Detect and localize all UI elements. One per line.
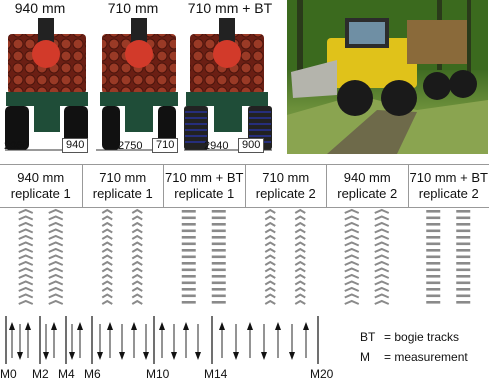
treatment-width-label: 710 mm — [99, 170, 147, 185]
measurement-label-M6: M6 — [84, 367, 101, 381]
track-pattern-2 — [102, 210, 142, 304]
dim-710bt-track: 900 — [238, 138, 264, 153]
arrow-down-icon — [119, 324, 125, 360]
treatment-header-1 — [0, 165, 82, 207]
treatment-replicate-label: replicate 1 — [174, 186, 235, 201]
treatment-replicate-label: replicate 2 — [255, 186, 316, 201]
measurement-label-M10: M10 — [146, 367, 170, 381]
treatment-header-5 — [326, 165, 408, 207]
treatment-header-3 — [163, 165, 245, 207]
treatment-width-label: 710 mm + BT — [165, 170, 244, 185]
treatment-replicate-label: replicate 1 — [92, 186, 153, 201]
treatment-replicate-label: replicate 1 — [10, 186, 71, 201]
treatment-width-label: 940 mm — [17, 170, 65, 185]
treatment-replicate-label: replicate 2 — [337, 186, 398, 201]
arrow-up-icon — [51, 322, 57, 358]
treatment-header-4 — [245, 165, 327, 207]
measurement-label-M14: M14 — [204, 367, 228, 381]
treatment-header-2 — [82, 165, 164, 207]
measurement-label-M2: M2 — [32, 367, 49, 381]
arrow-up-icon — [159, 322, 165, 358]
config-label-710: 710 mm — [107, 0, 159, 16]
legend-bt-abbr: BT — [360, 330, 376, 344]
legend-bt — [360, 330, 459, 344]
arrow-up-icon — [9, 322, 15, 358]
arrow-up-icon — [25, 322, 31, 358]
legend-m — [360, 350, 468, 364]
arrow-down-icon — [171, 324, 177, 360]
arrow-down-icon — [195, 324, 201, 360]
arrow-up-icon — [183, 322, 189, 358]
treatment-width-label: 940 mm — [343, 170, 391, 185]
treatment-header-row — [0, 164, 489, 208]
measurement-arrows — [0, 314, 330, 366]
measurement-label-M4: M4 — [58, 367, 75, 381]
track-pattern-5 — [345, 210, 389, 304]
config-label-940: 940 mm — [14, 0, 66, 16]
arrow-up-icon — [131, 322, 137, 358]
arrow-down-icon — [143, 324, 149, 360]
forwarder-940 — [5, 18, 88, 150]
arrow-down-icon — [17, 324, 23, 360]
arrow-up-icon — [303, 322, 309, 358]
track-pattern-3 — [182, 210, 226, 304]
config-label-710-bt: 710 mm + BT — [187, 0, 273, 16]
arrow-up-icon — [275, 322, 281, 358]
forwarder-710-bt — [184, 18, 272, 150]
measurement-label-M0: M0 — [0, 367, 17, 381]
legend-m-text: = measurement — [384, 350, 468, 364]
dim-710bt-total: 2940 — [204, 140, 229, 152]
forwarder-710 — [100, 18, 178, 150]
arrow-up-icon — [219, 322, 225, 358]
arrow-down-icon — [233, 324, 239, 360]
treatment-width-label: 710 mm — [262, 170, 310, 185]
legend-bt-text: = bogie tracks — [384, 330, 460, 344]
arrow-down-icon — [261, 324, 267, 360]
treatment-header-6 — [408, 165, 489, 207]
arrow-up-icon — [77, 322, 83, 358]
measurement-label-M20: M20 — [310, 367, 334, 381]
arrow-down-icon — [43, 324, 49, 360]
dim-710-track: 710 — [152, 138, 178, 153]
dim-710-total: 2750 — [118, 140, 143, 152]
arrow-down-icon — [289, 324, 295, 360]
arrow-up-icon — [107, 322, 113, 358]
treatment-replicate-label: replicate 2 — [418, 186, 479, 201]
arrow-down-icon — [69, 324, 75, 360]
treatment-width-label: 710 mm + BT — [409, 170, 488, 185]
forwarder-rear-views — [0, 14, 287, 154]
track-pattern-4 — [265, 210, 305, 304]
dim-940-total: 2960 — [4, 140, 29, 152]
dim-940-track: 940 — [62, 138, 88, 153]
forest-scene-image — [287, 0, 488, 154]
legend-m-abbr: M — [360, 350, 370, 364]
forwarder-photo — [287, 0, 488, 154]
arrow-up-icon — [247, 322, 253, 358]
arrow-down-icon — [97, 324, 103, 360]
track-pattern-6 — [426, 210, 470, 304]
track-pattern-1 — [19, 210, 63, 304]
track-patterns — [0, 206, 489, 314]
